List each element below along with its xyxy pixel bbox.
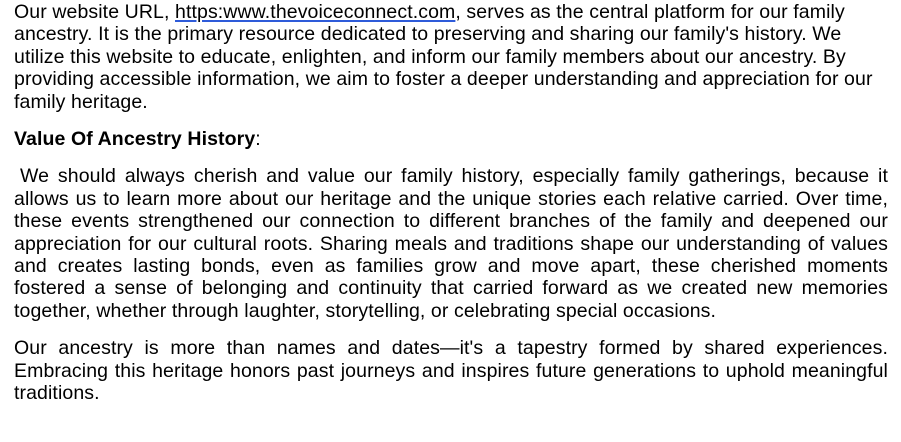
section-heading (14, 128, 888, 150)
section-heading-text: Value Of Ancestry History (14, 128, 256, 151)
section-heading-colon: : (255, 128, 261, 151)
intro-paragraph (14, 1, 888, 113)
website-link[interactable]: https:www.thevoiceconnect.com (175, 1, 456, 23)
closing-paragraph: Our ancestry is more than names and dates—it's a tapestry formed by shared experiences. Embracing this heritage honors past journeys and inspires future generations to uphold meaningful traditions. (14, 337, 888, 405)
intro-text-after-link: , serves as the central platform for our family ancestry. It is the primary resource dedicated to preserving and sharing our family's history. We utilize this website to educate, enlighten, and inform our family members about our ancestry. By providing accessible information, we aim to foster a deeper understanding and appreciation for our family heritage. (14, 1, 873, 113)
intro-text-before-link: Our website URL, (14, 1, 176, 23)
ancestry-value-paragraph: We should always cherish and value our family history, especially family gatherings, because it allows us to learn more about our heritage and the unique stories each relative carried. Over time, these events strengthened our connection to different branches of the family and deepened our appreciation for our cultural roots. Sharing meals and traditions shape our understanding of values and creates lasting bonds, even as families grow and move apart, these cherished moments fostered a sense of belonging and continuity that carried forward as we created new memories together, whether through laughter, storytelling, or celebrating special occasions. (14, 165, 888, 322)
